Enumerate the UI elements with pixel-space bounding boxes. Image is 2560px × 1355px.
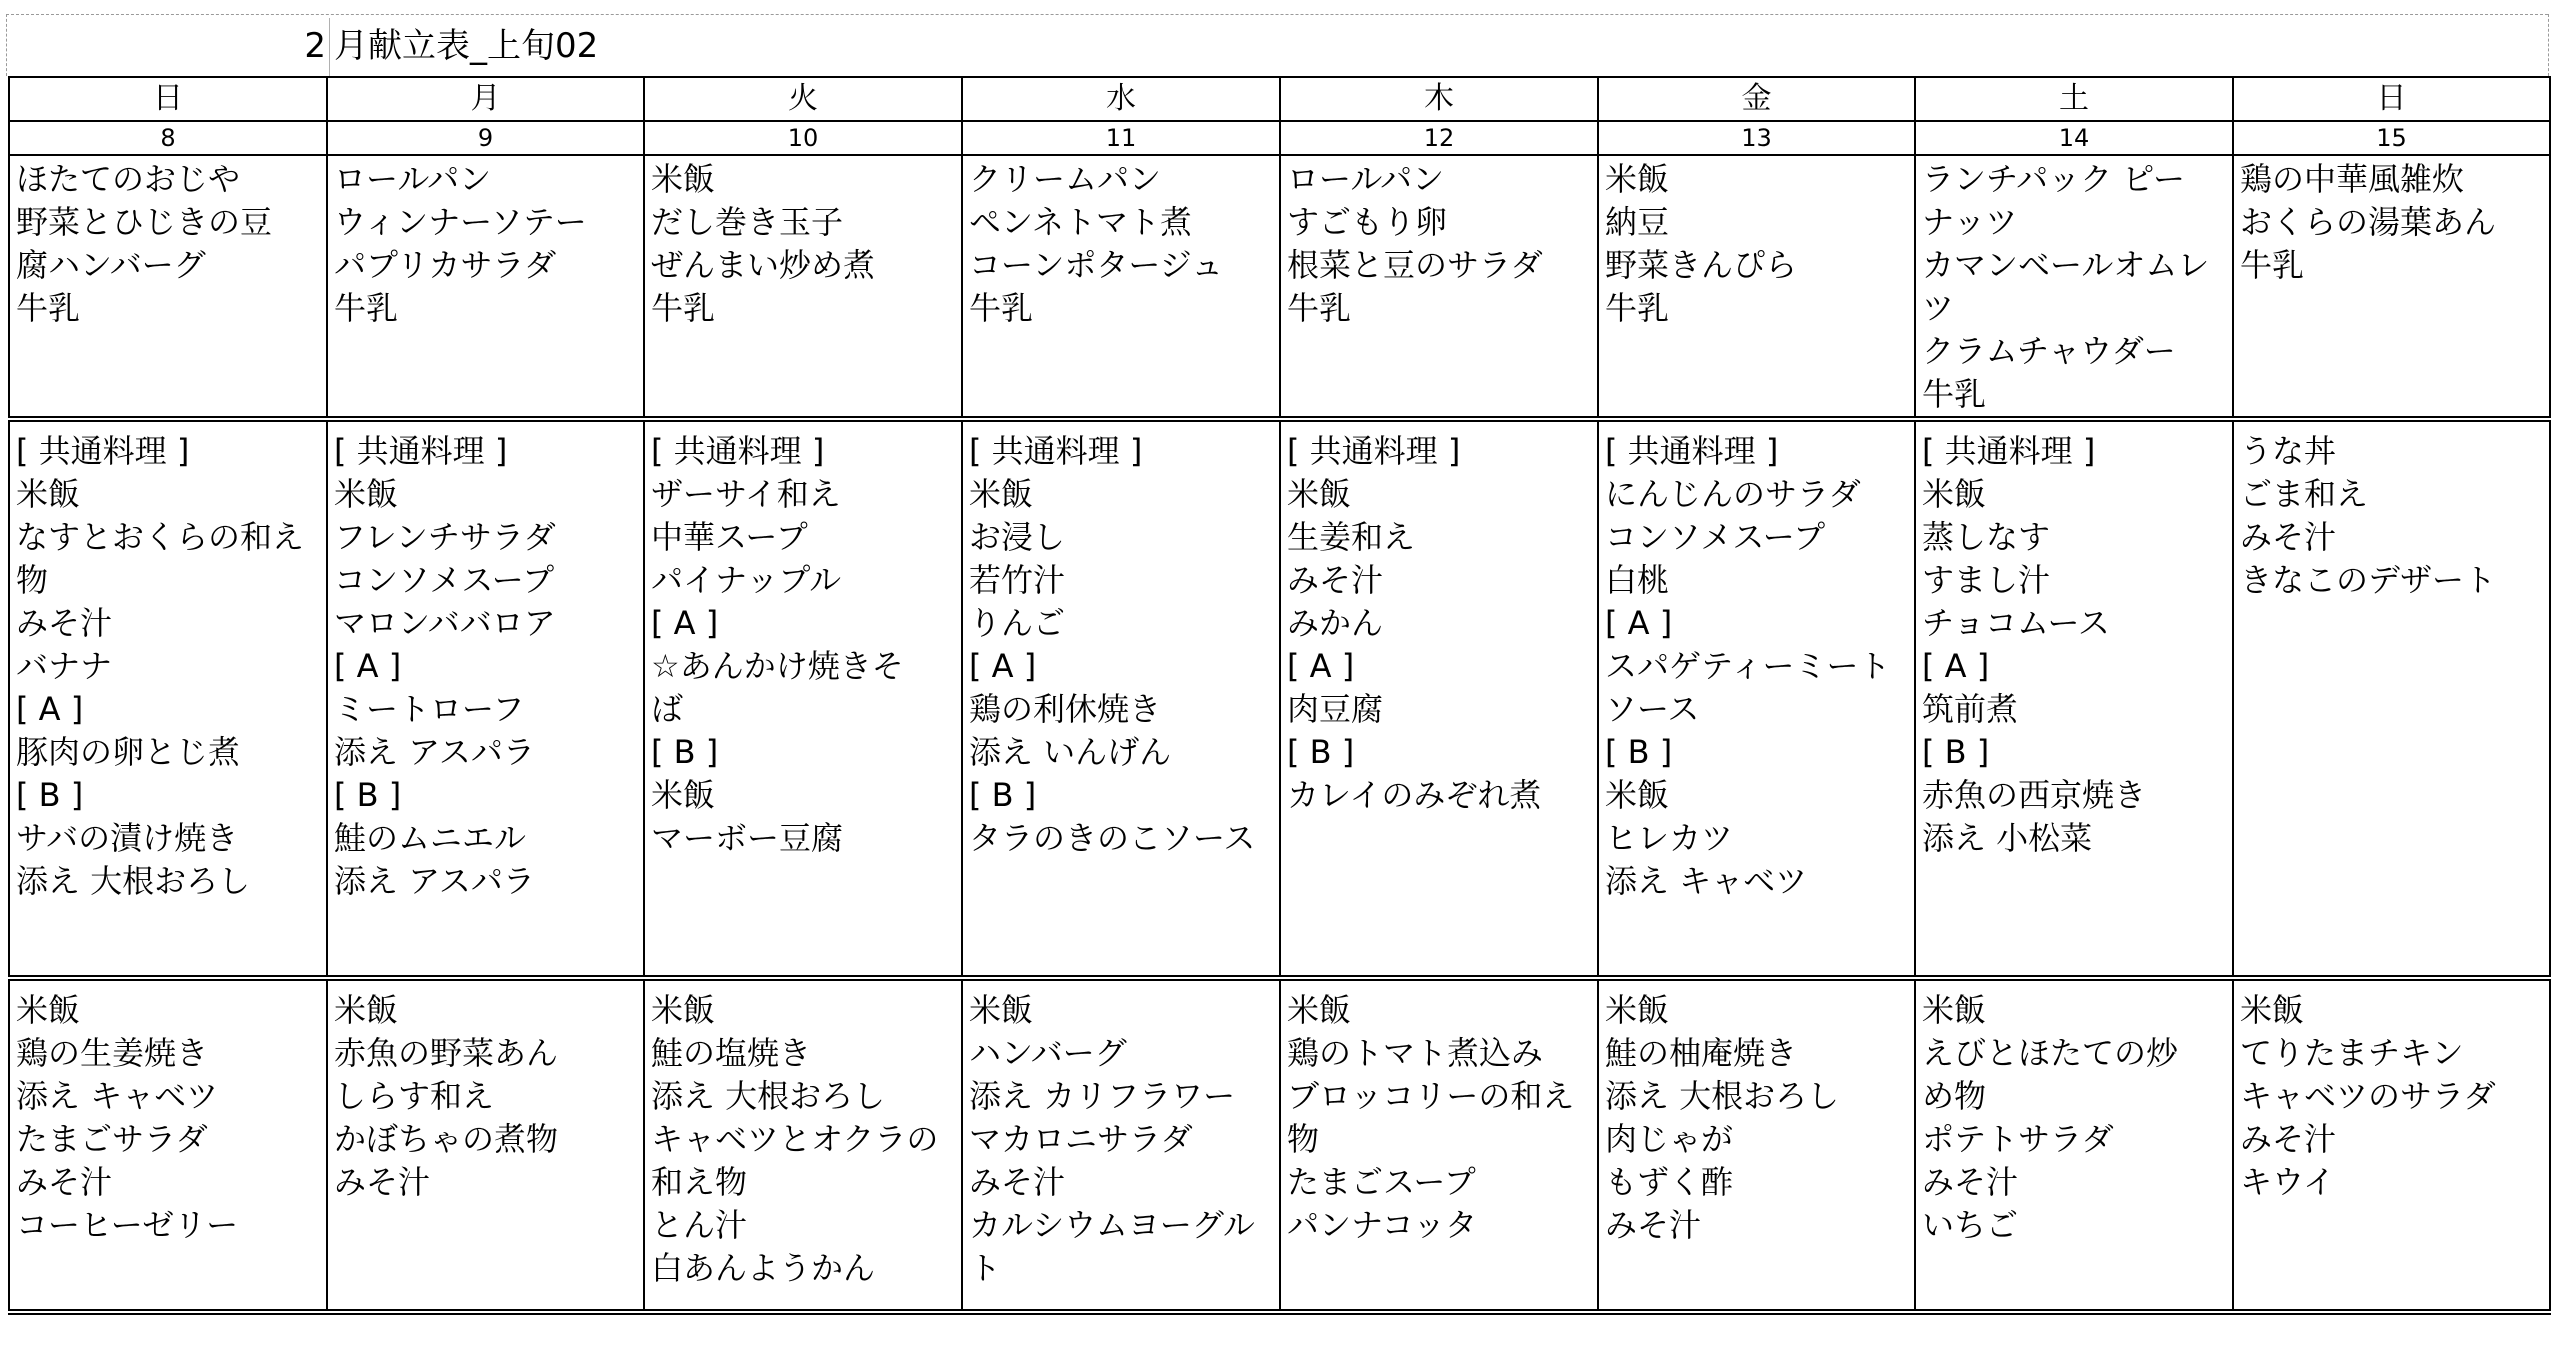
menu-item: 豚肉の卵とじ煮 <box>16 733 241 771</box>
menu-item: クラムチャウダー <box>1922 332 2176 370</box>
menu-item: みそ汁 <box>16 604 113 642</box>
menu-item: とん汁 <box>651 1206 748 1244</box>
menu-item: クリームパン <box>969 160 1162 198</box>
menu-item: たまごサラダ <box>16 1120 208 1158</box>
menu-item: 添え キャベツ <box>1605 862 1808 900</box>
date-cell[interactable]: 10 <box>644 121 962 155</box>
menu-item: パプリカサラダ <box>334 246 557 284</box>
menu-item: 牛乳 <box>1287 289 1352 327</box>
menu-item: 牛乳 <box>651 289 716 327</box>
menu-item: 鮭の塩焼き <box>651 1034 812 1072</box>
weekday-cell[interactable]: 金 <box>1598 77 1915 121</box>
lunch-cell[interactable] <box>1280 419 1598 978</box>
menu-item: [ 共通料理 ] <box>1287 432 1461 470</box>
menu-item: えびとほたての炒 <box>1922 1034 2179 1072</box>
menu-item: ロールパン <box>334 160 492 198</box>
menu-item: [ A ] <box>1605 604 1673 642</box>
menu-item: 根菜と豆のサラダ <box>1287 246 1543 284</box>
menu-item: 米飯 <box>651 776 716 814</box>
menu-item: サバの漬け焼き <box>16 819 239 857</box>
menu-item: もずく酢 <box>1605 1163 1734 1201</box>
menu-item: コンソメスープ <box>1605 518 1826 556</box>
menu-item: 添え 大根おろし <box>651 1077 886 1115</box>
menu-item: ロールパン <box>1287 160 1445 198</box>
menu-item: みそ汁 <box>2240 1120 2337 1158</box>
menu-item: カマンベールオムレ <box>1922 246 2210 284</box>
dinner-cell[interactable] <box>1280 978 1598 1312</box>
menu-item: マロンババロア <box>334 604 556 642</box>
menu-item: [ B ] <box>1287 733 1355 771</box>
menu-item: みそ汁 <box>1287 561 1384 599</box>
menu-item: いちご <box>1922 1206 2019 1244</box>
menu-item: [ 共通料理 ] <box>1605 432 1779 470</box>
menu-item: 米飯 <box>334 991 399 1029</box>
menu-item: チョコムース <box>1922 604 2110 642</box>
menu-item: うな丼 <box>2240 432 2337 470</box>
dinner-cell[interactable] <box>9 978 327 1312</box>
menu-item: 添え キャベツ <box>16 1077 219 1115</box>
menu-item: キャベツとオクラの <box>651 1120 939 1158</box>
lunch-row <box>9 419 2550 978</box>
menu-item: みそ汁 <box>969 1163 1066 1201</box>
page-title: 月献立表_上旬02 <box>334 26 599 66</box>
menu-item: 和え物 <box>651 1163 748 1201</box>
date-cell[interactable]: 8 <box>9 121 327 155</box>
menu-item: ☆あんかけ焼きそ <box>651 647 904 685</box>
menu-item: タラのきのこソース <box>969 819 1256 857</box>
menu-item: フレンチサラダ <box>334 518 556 556</box>
menu-item: パンナコッタ <box>1287 1206 1478 1244</box>
menu-item: 野菜とひじきの豆 <box>16 203 273 241</box>
date-cell[interactable]: 15 <box>2233 121 2550 155</box>
menu-item: 添え カリフラワー <box>969 1077 1236 1115</box>
menu-item: みそ汁 <box>1922 1163 2019 1201</box>
menu-table <box>8 76 2551 1315</box>
menu-item: 鶏のトマト煮込み <box>1287 1034 1544 1072</box>
weekday-cell[interactable]: 火 <box>644 77 962 121</box>
menu-item: マカロニサラダ <box>969 1120 1193 1158</box>
menu-item: 添え 大根おろし <box>16 862 251 900</box>
breakfast-cell[interactable] <box>962 155 1280 419</box>
menu-item: 米飯 <box>16 991 81 1029</box>
menu-item: コーヒーゼリー <box>16 1206 239 1244</box>
menu-item: 米飯 <box>334 475 399 513</box>
menu-item: ミートローフ <box>334 690 525 728</box>
menu-item: 物 <box>16 561 49 599</box>
menu-item: にんじんのサラダ <box>1605 475 1861 513</box>
weekday-cell[interactable]: 日 <box>2233 77 2550 121</box>
menu-item: ハンバーグ <box>969 1034 1127 1072</box>
menu-item: 米飯 <box>16 475 81 513</box>
menu-item: 米飯 <box>1605 776 1670 814</box>
date-cell[interactable]: 11 <box>962 121 1280 155</box>
menu-item: 中華スープ <box>651 518 808 556</box>
menu-item: 米飯 <box>1287 475 1352 513</box>
breakfast-row <box>9 155 2550 419</box>
date-cell[interactable]: 9 <box>327 121 644 155</box>
menu-item: 白あんようかん <box>651 1249 876 1287</box>
menu-item: 野菜きんぴら <box>1605 246 1798 284</box>
menu-item: ザーサイ和え <box>651 475 841 513</box>
menu-item: おくらの湯葉あん <box>2240 203 2497 241</box>
menu-item: ブロッコリーの和え <box>1287 1077 1575 1115</box>
weekday-cell[interactable]: 日 <box>9 77 327 121</box>
menu-item: カレイのみぞれ煮 <box>1287 776 1542 814</box>
date-cell[interactable]: 14 <box>1915 121 2233 155</box>
weekday-cell[interactable]: 土 <box>1915 77 2233 121</box>
dinner-cell[interactable] <box>962 978 1280 1312</box>
menu-item: 添え 大根おろし <box>1605 1077 1840 1115</box>
menu-item: 蒸しなす <box>1922 518 2051 556</box>
weekday-cell[interactable]: 月 <box>327 77 644 121</box>
menu-item: カルシウムヨーグル <box>969 1206 1255 1244</box>
menu-item: ヒレカツ <box>1605 819 1734 857</box>
menu-item: 赤魚の野菜あん <box>334 1034 559 1072</box>
menu-item: 生姜和え <box>1287 518 1416 556</box>
menu-item: [ 共通料理 ] <box>969 432 1143 470</box>
menu-item: コーンポタージュ <box>969 246 1224 284</box>
menu-item: 若竹汁 <box>969 561 1066 599</box>
title-cell-divider <box>329 18 330 76</box>
menu-item: 米飯 <box>1605 160 1670 198</box>
menu-item: 鶏の利休焼き <box>969 690 1162 728</box>
breakfast-cell[interactable] <box>1280 155 1598 419</box>
lunch-cell[interactable] <box>644 419 962 978</box>
dinner-row <box>9 978 2550 1312</box>
menu-item: [ 共通料理 ] <box>334 432 508 470</box>
menu-item: 腐ハンバーグ <box>16 246 206 284</box>
menu-item: [ 共通料理 ] <box>16 432 190 470</box>
menu-item: 納豆 <box>1605 203 1670 241</box>
menu-item: みそ汁 <box>334 1163 431 1201</box>
menu-item: 米飯 <box>1922 475 1987 513</box>
sheet-gridline-left <box>6 14 7 76</box>
menu-item: 鶏の中華風雑炊 <box>2240 160 2465 198</box>
menu-item: てりたまチキン <box>2240 1034 2464 1072</box>
menu-item: [ A ] <box>16 690 84 728</box>
menu-item: 米飯 <box>969 475 1034 513</box>
menu-item: ツ <box>1922 289 1955 327</box>
menu-item: きなこのデザート <box>2240 561 2497 599</box>
menu-item: キウイ <box>2240 1163 2336 1201</box>
menu-item: [ B ] <box>1922 733 1990 771</box>
breakfast-cell[interactable] <box>327 155 644 419</box>
menu-item: 牛乳 <box>334 289 399 327</box>
menu-item: ポテトサラダ <box>1922 1120 2114 1158</box>
menu-item: 牛乳 <box>2240 246 2305 284</box>
menu-item: キャベツのサラダ <box>2240 1077 2496 1115</box>
menu-item: 米飯 <box>651 991 716 1029</box>
weekday-cell[interactable]: 水 <box>962 77 1280 121</box>
menu-item: かぼちゃの煮物 <box>334 1120 559 1158</box>
menu-item: バナナ <box>16 647 113 685</box>
menu-item: 白桃 <box>1605 561 1670 599</box>
menu-item: みかん <box>1287 604 1384 642</box>
menu-item: [ B ] <box>1605 733 1673 771</box>
menu-item: ナッツ <box>1922 203 2018 241</box>
weekday-cell[interactable]: 木 <box>1280 77 1598 121</box>
menu-item: ランチパック ピー <box>1922 160 2185 198</box>
menu-item: すまし汁 <box>1922 561 2051 599</box>
menu-item: 米飯 <box>969 991 1034 1029</box>
lunch-cell[interactable] <box>1915 419 2233 978</box>
menu-item: ト <box>969 1249 1002 1287</box>
menu-item: [ B ] <box>16 776 84 814</box>
menu-item: みそ汁 <box>16 1163 113 1201</box>
lunch-cell[interactable] <box>2233 419 2550 978</box>
date-header-row <box>9 121 2550 155</box>
menu-item: [ A ] <box>334 647 402 685</box>
menu-item: 牛乳 <box>16 289 81 327</box>
menu-item: 鶏の生姜焼き <box>16 1034 209 1072</box>
menu-item: 米飯 <box>651 160 716 198</box>
dinner-cell[interactable] <box>2233 978 2550 1312</box>
menu-item: 添え アスパラ <box>334 733 535 771</box>
menu-item: パイナップル <box>651 561 842 599</box>
menu-item: 添え アスパラ <box>334 862 535 900</box>
menu-item: 赤魚の西京焼き <box>1922 776 2147 814</box>
menu-item: [ B ] <box>651 733 719 771</box>
menu-item: [ B ] <box>334 776 402 814</box>
menu-item: しらす和え <box>334 1077 495 1115</box>
menu-item: 添え いんげん <box>969 733 1172 771</box>
breakfast-cell[interactable] <box>1598 155 1915 419</box>
dinner-cell[interactable] <box>1915 978 2233 1312</box>
menu-item: 牛乳 <box>969 289 1034 327</box>
date-cell[interactable]: 12 <box>1280 121 1598 155</box>
lunch-cell[interactable] <box>9 419 327 978</box>
date-cell[interactable]: 13 <box>1598 121 1915 155</box>
menu-item: ペンネトマト煮 <box>969 203 1193 241</box>
menu-item: なすとおくらの和え <box>16 518 305 556</box>
menu-item: ウィンナーソテー <box>334 203 587 241</box>
menu-item: 肉じゃが <box>1605 1120 1734 1158</box>
menu-item: 米飯 <box>2240 991 2305 1029</box>
menu-item: みそ汁 <box>2240 518 2337 556</box>
menu-item: ごま和え <box>2240 475 2369 513</box>
sheet-gridline-top <box>6 14 2548 15</box>
lunch-cell[interactable] <box>962 419 1280 978</box>
menu-item: りんご <box>969 604 1066 642</box>
menu-item: だし巻き玉子 <box>651 203 844 241</box>
menu-item: 米飯 <box>1287 991 1352 1029</box>
title-month-number: 2 <box>304 26 326 66</box>
breakfast-cell[interactable] <box>644 155 962 419</box>
menu-item: [ B ] <box>969 776 1037 814</box>
menu-item: みそ汁 <box>1605 1206 1702 1244</box>
menu-item: [ 共通料理 ] <box>1922 432 2096 470</box>
menu-item: スパゲティーミート <box>1605 647 1891 685</box>
breakfast-cell[interactable] <box>1915 155 2233 419</box>
menu-item: [ A ] <box>1287 647 1355 685</box>
menu-item: 物 <box>1287 1120 1320 1158</box>
weekday-header-row <box>9 77 2550 121</box>
dinner-cell[interactable] <box>1598 978 1915 1312</box>
menu-item: [ A ] <box>969 647 1037 685</box>
menu-item: 牛乳 <box>1605 289 1670 327</box>
menu-item: 鮭の柚庵焼き <box>1605 1034 1798 1072</box>
dinner-cell[interactable] <box>327 978 644 1312</box>
menu-item: すごもり卵 <box>1287 203 1448 241</box>
menu-item: 添え 小松菜 <box>1922 819 2093 857</box>
menu-item: 鮭のムニエル <box>334 819 527 857</box>
menu-item: [ A ] <box>1922 647 1990 685</box>
breakfast-cell[interactable] <box>9 155 327 419</box>
menu-item: [ A ] <box>651 604 719 642</box>
menu-item: ソース <box>1605 690 1700 728</box>
menu-item: 牛乳 <box>1922 375 1987 413</box>
menu-item: ほたてのおじや <box>16 160 241 198</box>
menu-item: ぜんまい炒め煮 <box>651 246 876 284</box>
lunch-cell[interactable] <box>327 419 644 978</box>
menu-item: ば <box>651 690 684 728</box>
dinner-cell[interactable] <box>644 978 962 1312</box>
menu-item: 米飯 <box>1922 991 1987 1029</box>
menu-item: 米飯 <box>1605 991 1670 1029</box>
menu-item: たまごスープ <box>1287 1163 1476 1201</box>
lunch-cell[interactable] <box>1598 419 1915 978</box>
breakfast-cell[interactable] <box>2233 155 2550 419</box>
menu-item: マーボー豆腐 <box>651 819 844 857</box>
menu-item: 肉豆腐 <box>1287 690 1384 728</box>
menu-item: め物 <box>1922 1077 1987 1115</box>
sheet-gridline-right <box>2548 14 2549 76</box>
menu-item: お浸し <box>969 518 1066 556</box>
menu-item: [ 共通料理 ] <box>651 432 825 470</box>
menu-item: コンソメスープ <box>334 561 555 599</box>
menu-item: 筑前煮 <box>1922 690 2019 728</box>
